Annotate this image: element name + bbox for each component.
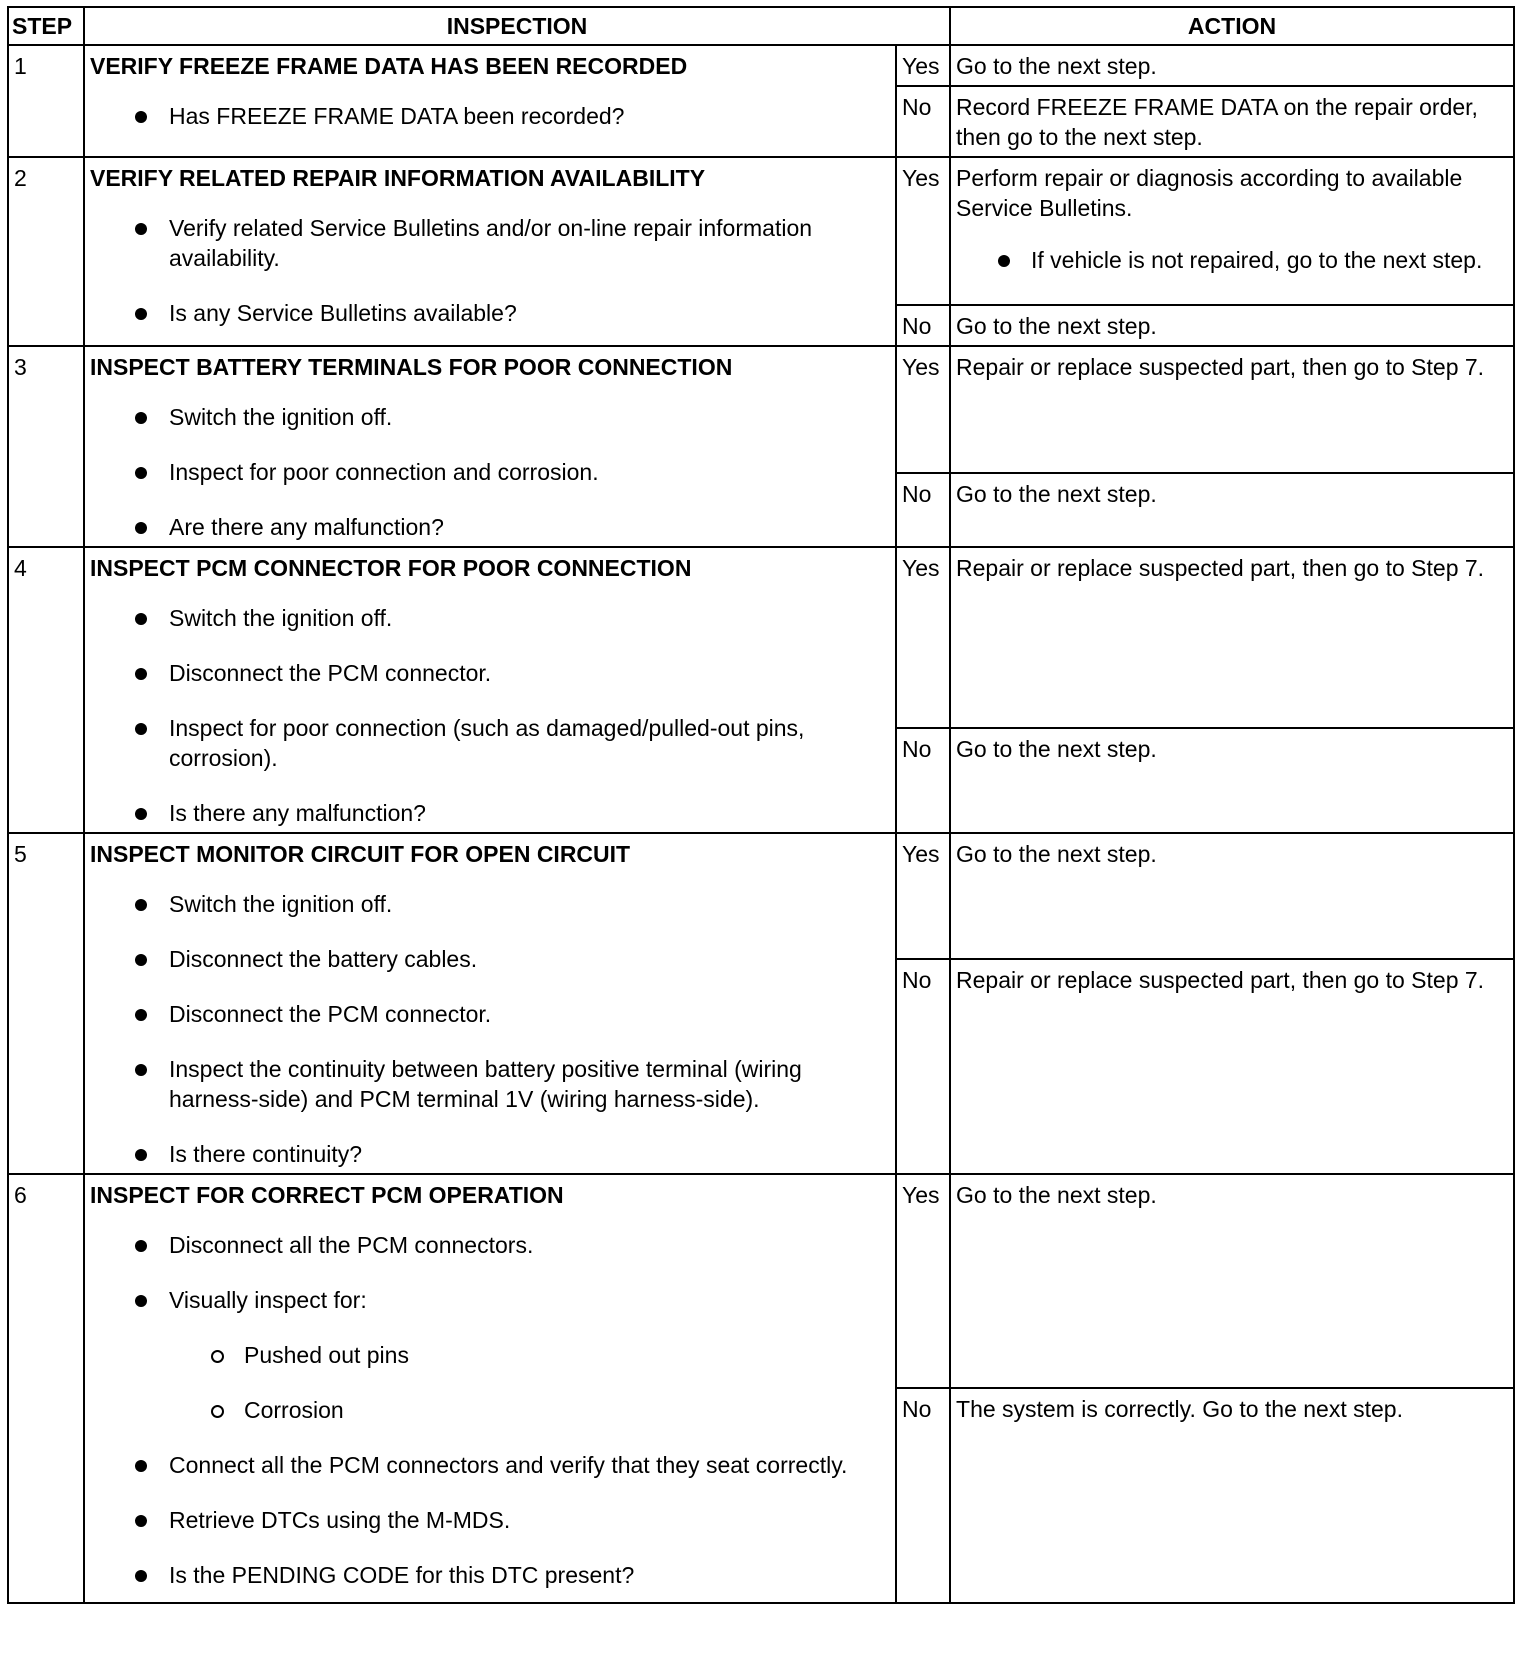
bullet-icon [998,255,1010,267]
inspection-item: Verify related Service Bulletins and/or on-line repair information availability. [90,213,890,273]
inspection-item: Inspect the continuity between battery positive terminal (wiring harness-side) and PCM terminal 1V (wiring harness-side). [90,1054,890,1114]
no-label: No [896,959,950,1174]
inspection-list [90,213,890,328]
inspection-subitem: Pushed out pins [90,1340,890,1370]
no-action: Repair or replace suspected part, then go to Step 7. [950,959,1514,1174]
bullet-icon [135,723,147,735]
yes-label: Yes [896,157,950,305]
bullet-icon [135,1149,147,1161]
inspection-item: Connect all the PCM connectors and verify that they seat correctly. [90,1450,890,1480]
no-action: Record FREEZE FRAME DATA on the repair order, then go to the next step. [950,86,1514,157]
no-label: No [896,86,950,157]
inspection-list [90,1230,890,1590]
inspection-item: Disconnect all the PCM connectors. [90,1230,890,1260]
no-action: Go to the next step. [950,473,1514,547]
hollow-bullet-icon [211,1405,224,1418]
bullet-icon [135,308,147,320]
step-title: INSPECT MONITOR CIRCUIT FOR OPEN CIRCUIT [90,841,631,867]
inspection-list [90,603,890,828]
step-title: VERIFY RELATED REPAIR INFORMATION AVAILABILITY [90,165,706,191]
inspection-list [90,889,890,1169]
inspection-item: Has FREEZE FRAME DATA been recorded? [90,101,890,131]
step-row-5-yes [8,833,1514,959]
bullet-icon [135,808,147,820]
yes-action: Perform repair or diagnosis according to available Service Bulletins. If vehicle is not repaired, go to the next step. [950,157,1514,305]
action-subitem: If vehicle is not repaired, go to the next step. [956,245,1508,275]
no-label: No [896,728,950,833]
bullet-icon [135,954,147,966]
inspection-item: Inspect for poor connection and corrosion. [90,457,890,487]
bullet-icon [135,1009,147,1021]
bullet-icon [135,1515,147,1527]
step-row-6-yes [8,1174,1514,1388]
step-inspection [84,346,896,547]
inspection-item: Is there any malfunction? [90,798,890,828]
inspection-item: Inspect for poor connection (such as damaged/pulled-out pins, corrosion). [90,713,890,773]
yes-action: Go to the next step. [950,45,1514,86]
step-row-1-yes [8,45,1514,86]
inspection-item: Is any Service Bulletins available? [90,298,890,328]
inspection-item: Are there any malfunction? [90,512,890,542]
inspection-item: Is there continuity? [90,1139,890,1169]
bullet-icon [135,223,147,235]
yes-label: Yes [896,346,950,473]
yes-label: Yes [896,45,950,86]
step-number: 4 [8,547,84,833]
step-row-3-yes [8,346,1514,473]
step-inspection [84,45,896,157]
bullet-icon [135,1570,147,1582]
yes-label: Yes [896,1174,950,1388]
bullet-icon [135,899,147,911]
diagnostic-table [7,6,1515,1604]
inspection-list [90,101,890,131]
step-inspection [84,547,896,833]
inspection-item: Switch the ignition off. [90,603,890,633]
step-title: INSPECT FOR CORRECT PCM OPERATION [90,1182,564,1208]
diagnostic-procedure-page [7,6,1515,1604]
no-label: No [896,305,950,346]
bullet-icon [135,522,147,534]
yes-label: Yes [896,833,950,959]
bullet-icon [135,111,147,123]
action-column-header: ACTION [950,7,1514,45]
step-row-2-yes [8,157,1514,305]
inspection-item: Retrieve DTCs using the M-MDS. [90,1505,890,1535]
step-number: 1 [8,45,84,157]
inspection-item: Visually inspect for: [90,1285,890,1315]
inspection-item: Is the PENDING CODE for this DTC present? [90,1560,890,1590]
step-title: VERIFY FREEZE FRAME DATA HAS BEEN RECORDED [90,53,688,79]
inspection-item: Disconnect the battery cables. [90,944,890,974]
inspection-subitem: Corrosion [90,1395,890,1425]
step-row-4-yes [8,547,1514,728]
bullet-icon [135,613,147,625]
bullet-icon [135,412,147,424]
bullet-icon [135,1240,147,1252]
step-title: INSPECT BATTERY TERMINALS FOR POOR CONNECTION [90,354,733,380]
header-row [8,7,1514,45]
yes-action: Go to the next step. [950,833,1514,959]
bullet-icon [135,668,147,680]
step-inspection [84,1174,896,1603]
step-inspection [84,157,896,346]
no-action: Go to the next step. [950,305,1514,346]
step-number: 5 [8,833,84,1174]
bullet-icon [135,1064,147,1076]
no-label: No [896,473,950,547]
yes-action: Repair or replace suspected part, then go to Step 7. [950,547,1514,728]
step-number: 6 [8,1174,84,1603]
yes-action: Repair or replace suspected part, then go to Step 7. [950,346,1514,473]
inspection-item: Disconnect the PCM connector. [90,999,890,1029]
inspection-item: Disconnect the PCM connector. [90,658,890,688]
step-column-header: STEP [8,7,84,45]
bullet-icon [135,1460,147,1472]
inspection-item: Switch the ignition off. [90,889,890,919]
bullet-icon [135,1295,147,1307]
inspection-column-header: INSPECTION [84,7,950,45]
step-number: 3 [8,346,84,547]
step-number: 2 [8,157,84,346]
inspection-item: Switch the ignition off. [90,402,890,432]
step-inspection [84,833,896,1174]
bullet-icon [135,467,147,479]
no-label: No [896,1388,950,1603]
no-action: The system is correctly. Go to the next step. [950,1388,1514,1603]
hollow-bullet-icon [211,1350,224,1363]
inspection-list [90,402,890,542]
step-title: INSPECT PCM CONNECTOR FOR POOR CONNECTION [90,555,692,581]
no-action: Go to the next step. [950,728,1514,833]
action-sublist [956,245,1508,275]
yes-action: Go to the next step. [950,1174,1514,1388]
yes-label: Yes [896,547,950,728]
